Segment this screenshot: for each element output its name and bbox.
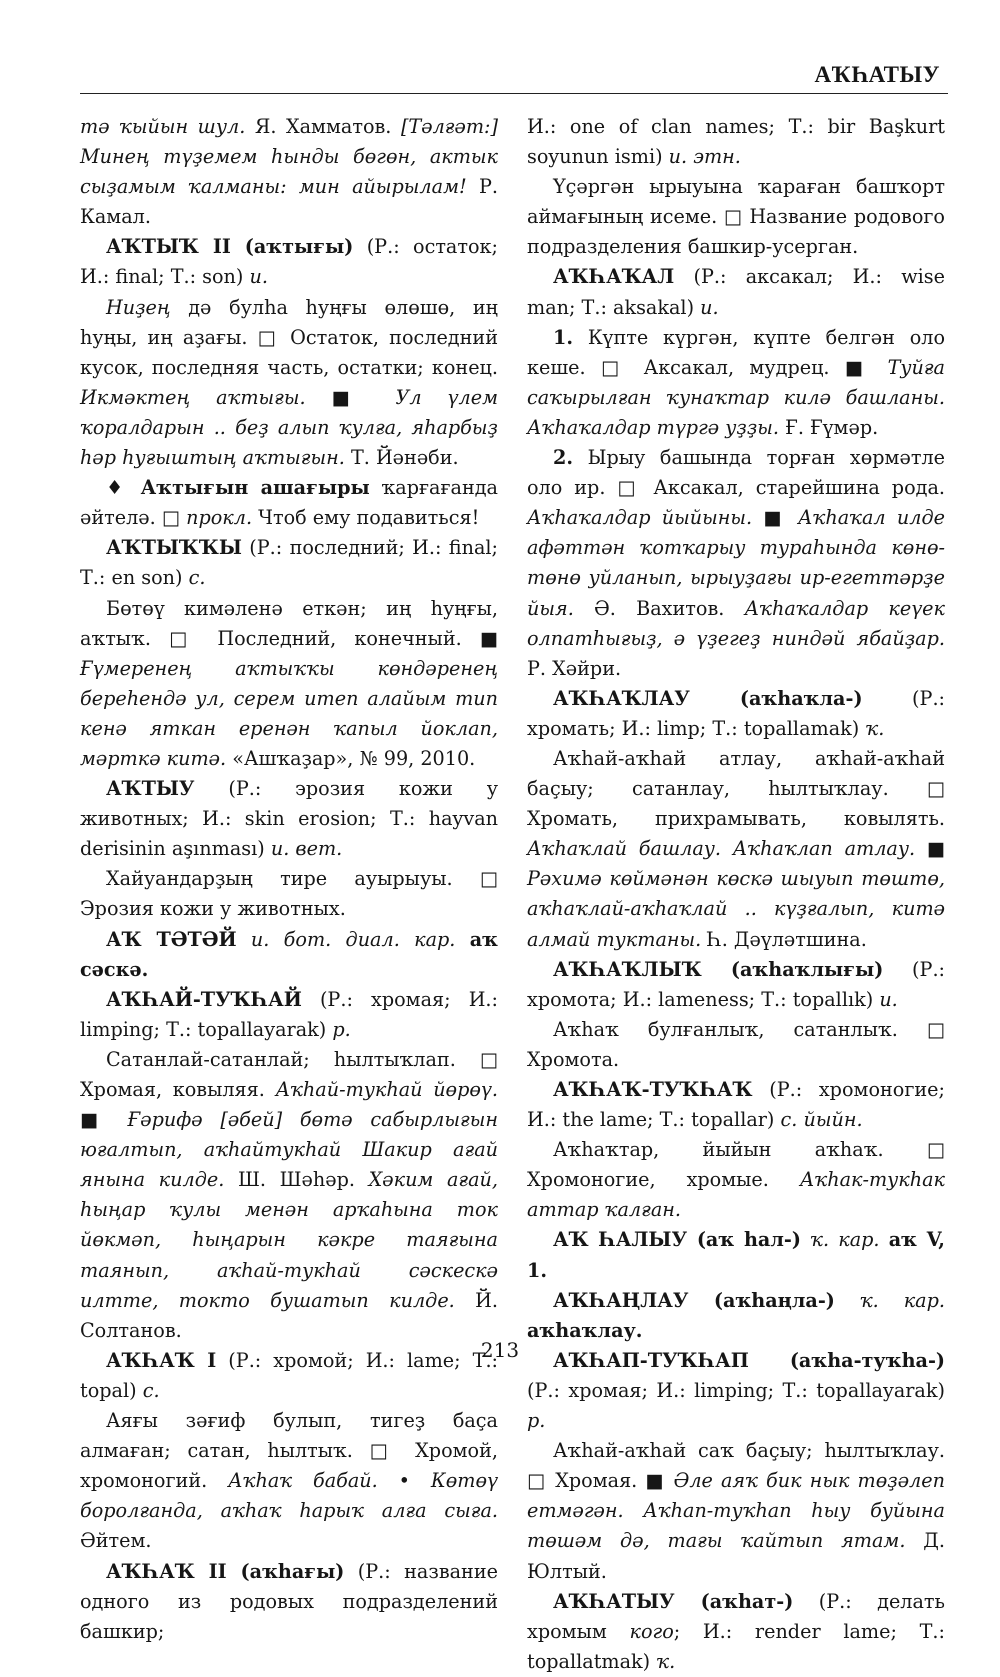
dictionary-paragraph: АҠҺАТЫУ (аҡһат-) (Р.: делать хромым кого; И.: render lame; Т.: topallatmak) ҡ. xyxy=(527,1589,945,1673)
header-rule xyxy=(80,93,948,94)
dictionary-paragraph: Аҡһаҡтар, йыйын аҡһаҡ. □ Хромоногие, хромые. Аҡһак-тукһак аттар ҡалған. xyxy=(527,1138,945,1222)
dictionary-paragraph: АҠҺАҠАЛ (Р.: аксакал; И.: wise man; Т.: aksakal) и. xyxy=(527,265,945,319)
dictionary-paragraph: АҠҺАҠ-ТУҠҺАҠ (Р.: хромоногие; И.: the lame; Т.: topallar) с. йыйн. xyxy=(527,1078,945,1132)
dictionary-paragraph: АҠҺАҢЛАУ (аҡһаңла-) ҡ. кар. аҡһаҡлау. xyxy=(527,1288,945,1342)
right-column xyxy=(527,112,945,1677)
dictionary-paragraph: Сатанлай-сатанлай; һылтыҡлап. □ Хромая, ковыляя. Аҡһай-тукһай йөрөү. ■ Ғәрифә [әбей] бөтә сабырлығын юғалтып, аҡһайтукһай Шакир ағай янына килде. Ш. Шәһәр. Хәким ағай, һыңар ҡулы менән арҡаһына ток йөкмәп, һыңарын кәкре таяғына таянып, аҡһай-тукһай сәскескә илтте, токто бушатып килде. Й. Солтанов. xyxy=(80,1047,499,1342)
page-number: 213 xyxy=(480,1338,520,1362)
dictionary-paragraph: Аяғы зәғиф булып, тигеҙ баҫа алмаған; сатан, һылтыҡ. □ Хромой, хромоногий. Аҡһаҡ бабай. • Көтөү боролғанда, аҡһаҡ һарыҡ алға сыға. Әйтем. xyxy=(80,1409,498,1553)
dictionary-paragraph: Хайуандарҙың тире ауырыуы. □ Эрозия кожи у животных. xyxy=(80,867,498,921)
dictionary-paragraph: АҠҺАП-ТУҠҺАП (аҡһа-туҡһа-) (Р.: хромая; И.: limping; Т.: topallayarak) р. xyxy=(527,1348,945,1433)
left-column xyxy=(80,112,498,1647)
dictionary-paragraph: АҠҺАҠЛАУ (аҡһаҡла-) (Р.: хромать; И.: limp; Т.: topallamak) ҡ. xyxy=(527,686,946,740)
dictionary-paragraph: Аҡһай-аҡһай атлау, аҡһай-аҡһай баҫыу; сатанлау, һылтыҡлау. □ Хромать, прихрамывать, ковылять. Аҡһаҡлай башлау. Аҡһаҡлап атлау. ■ Рәхимә көймәнән көскә шыуып төштө, аҡһаҡлай-аҡһаҡлай .. күҙғалып, китә алмай туктаны. Һ. Дәүләтшина. xyxy=(527,746,945,951)
running-head: АҠҺАТЫУ xyxy=(814,62,940,87)
dictionary-paragraph: АҠҺАҠЛЫҠ (аҡһаҡлығы) (Р.: хромота; И.: lameness; Т.: topallık) и. xyxy=(527,957,946,1011)
dictionary-paragraph: тә ҡыйын шул. Я. Хамматов. [Тәлғәт:] Минең түҙемем һынды бөгөн, актык сыҙамым ҡалманы: мин айырылам! Р. Камал. xyxy=(80,115,499,229)
dictionary-paragraph: И.: one of clan names; Т.: bir Başkurt soyunun ismi) и. этн. xyxy=(527,115,945,169)
dictionary-paragraph: АҠҺАЙ-ТУҠҺАЙ (Р.: хромая; И.: limping; Т.: topallayarak) р. xyxy=(80,987,498,1041)
dictionary-paragraph: АҠТЫУ (Р.: эрозия кожи у животных; И.: skin erosion; Т.: hayvan derisinin aşınması) и. вет. xyxy=(80,777,498,861)
dictionary-paragraph: Аҡһаҡ булғанлыҡ, сатанлыҡ. □ Хромота. xyxy=(527,1017,945,1071)
dictionary-paragraph: 2. Ырыу башында торған хөрмәтле оло ир. □ Аксакал, старейшина рода. Аҡһаҡалдар йыйыны. ■ Аҡһаҡал илде афәттән ҡотҡарыу тураһында көнө-төнө уйланып, ырыуҙағы ир-егеттәрҙе йыя. Ә. Вахитов. Аҡһаҡалдар кеүек олпатһығыҙ, ә үҙегеҙ ниндәй ябайҙар. Р. Хәйри. xyxy=(527,446,945,680)
dictionary-paragraph: ♦ Аҡтығын ашағыры ҡарғағанда әйтелә. □ прокл. Чтоб ему подавиться! xyxy=(80,476,498,530)
dictionary-paragraph: Үҫәргән ырыуына ҡараған башҡорт аймағының исеме. □ Название родового подразделения башкир-усерган. xyxy=(527,175,945,259)
dictionary-paragraph: АҠТЫҠҠЫ (Р.: последний; И.: final; Т.: en son) с. xyxy=(80,536,498,590)
dictionary-paragraph: АҠҺАҠ I (Р.: хромой; И.: lame; Т.: topal) с. xyxy=(80,1348,499,1402)
dictionary-paragraph: АҠТЫҠ II (аҡтығы) (Р.: остаток; И.: final; Т.: son) и. xyxy=(80,235,498,289)
dictionary-paragraph: 1. Күпте күргән, күпте белгән оло кеше. □ Аксакал, мудрец. ■ Туйға саҡырылған ҡунаҡтар килә башланы. Аҡһаҡалдар түргә уҙҙы. Ғ. Ғүмәр. xyxy=(527,325,945,439)
dictionary-paragraph: АҠ ҺАЛЫУ (аҡ һал-) ҡ. кар. аҡ V, 1. xyxy=(527,1228,945,1282)
dictionary-paragraph: Ниҙең дә булһа һуңғы өлөшө, иң һуңы, иң аҙағы. □ Остаток, последний кусок, последняя часть, остатки; конец. Икмәктең аҡтығы. ■ Ул үлем ҡоралдарын .. беҙ алып ҡулға, яһарбыҙ һәр һуғыштың аҡтығын. Т. Йәнәби. xyxy=(80,295,498,470)
dictionary-paragraph: АҠ ТӘТӘЙ и. бот. диал. кар. аҡ сәскә. xyxy=(80,927,498,981)
dictionary-paragraph: Аҡһай-аҡһай саҡ баҫыу; һылтыҡлау. □ Хромая. ■ Әле аяҡ бик нык төҙәлеп етмәгән. Аҡһап-туҡһап һыу буйына төшәм дә, тағы ҡайтып ятам. Д. Юлтый. xyxy=(527,1439,945,1583)
dictionary-paragraph: АҠҺАҠ II (аҡһағы) (Р.: название одного из родовых подразделений башкир; xyxy=(80,1559,498,1643)
dictionary-paragraph: Бөтөү кимәленә еткән; иң һуңғы, аҡтыҡ. □ Последний, конечный. ■ Ғүмеренең аҡтыҡҡы көндәренең береһендә ул, серем итеп алайым тип кенә яткан еренән ҡапыл йоклап, мәрткә китә. «Ашҡаҙар», № 99, 2010. xyxy=(80,596,498,770)
